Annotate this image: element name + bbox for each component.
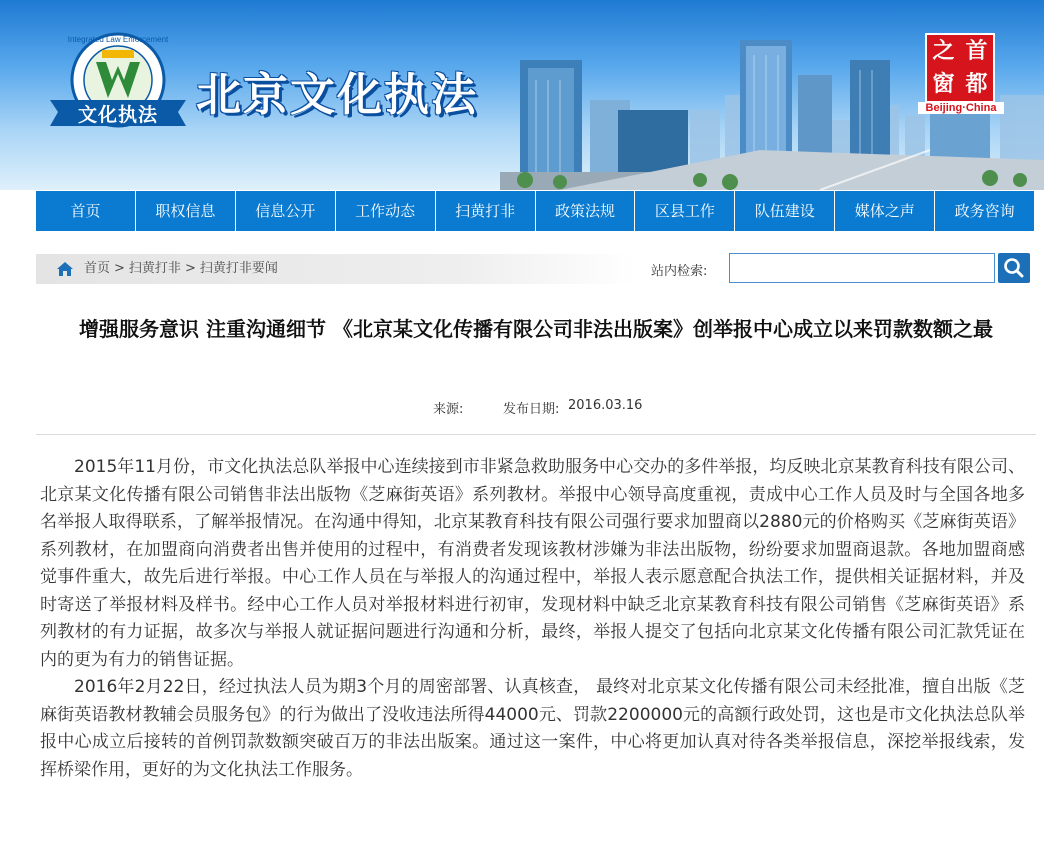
logo-ribbon-text: 文化执法 <box>77 104 158 126</box>
city-skyline-illustration <box>0 0 1044 190</box>
nav-item-team[interactable]: 队伍建设 <box>735 191 835 231</box>
nav-item-districts[interactable]: 区县工作 <box>635 191 735 231</box>
search-button[interactable] <box>998 253 1030 283</box>
breadcrumb-home[interactable]: 首页 <box>84 261 111 276</box>
header-banner <box>0 0 1044 190</box>
nav-item-consulting[interactable]: 政务咨询 <box>954 202 1015 220</box>
nav-item-anti-pornography[interactable]: 扫黄打非 <box>436 191 536 231</box>
breadcrumb-news[interactable]: 扫黄打非要闻 <box>199 261 278 276</box>
search-label: 站内检索: <box>651 264 708 279</box>
nav-item-authority-info[interactable]: 职权信息 <box>136 191 236 231</box>
site-title: 北京文化执法 <box>196 68 479 121</box>
search-icon <box>998 253 1030 283</box>
nav-item-policies[interactable]: 政策法规 <box>536 191 636 231</box>
badge-char: 都 <box>965 71 988 97</box>
source-label: 来源: <box>433 402 464 417</box>
divider <box>36 434 1036 435</box>
breadcrumb-separator: > <box>114 261 125 276</box>
capital-badge-caption: Beijing·China <box>918 102 1004 114</box>
publish-date-label: 发布日期: <box>503 402 560 417</box>
article-title: 增强服务意识 注重沟通细节 《北京某文化传播有限公司非法出版案》创举报中心成立以来罚款数额之最 <box>79 317 993 341</box>
article-paragraph: 2016年2月22日，经过执法人员为期3个月的周密部署、认真核查， 最终对北京某文化传播有限公司未经批准，擅自出版《芝麻街英语教材教辅会员服务包》的行为做出了没收违法所得44000元、罚款2200000元的高额行政处罚，这也是市文化执法总队举报中心成立后接转的首例罚款数额突破百万的非法出版案。通过这一案件，中心将更加认真对待各类举报信息，深挖举报线索，发挥桥梁作用，更好的为文化执法工作服务。 <box>40 677 1025 780</box>
badge-char: 之 <box>932 38 955 64</box>
main-nav <box>36 191 1034 231</box>
svg-text:Integrated Law Enforcement: Integrated Law Enforcement <box>67 35 169 44</box>
search-input[interactable] <box>729 253 995 283</box>
capital-window-badge <box>925 33 995 103</box>
breadcrumb <box>36 254 636 284</box>
article-paragraph: 2015年11月份，市文化执法总队举报中心连续接到市非紧急救助服务中心交办的多件举报，均反映北京某教育科技有限公司、北京某文化传播有限公司销售非法出版物《芝麻街英语》系列教材。举报中心领导高度重视，责成中心工作人员及时与全国各地多名举报人取得联系，了解举报情况。在沟通中得知，北京某教育科技有限公司强行要求加盟商以2880元的价格购买《芝麻街英语》系列教材，在加盟商向消费者出售并使用的过程中，有消费者发现该教材涉嫌为非法出版物，纷纷要求加盟商退款。各地加盟商感觉事件重大，故先后进行举报。中心工作人员在与举报人的沟通过程中，举报人表示愿意配合执法工作，提供相关证据材料，并及时寄送了举报材料及样书。经中心工作人员对举报材料进行初审，发现材料中缺乏北京某教育科技有限公司销售《芝麻街英语》系列教材的有力证据，故多次与举报人就证据问题进行沟通和分析，最终，举报人提交了包括向北京某文化传播有限公司汇款凭证在内的更为有力的销售证据。 <box>40 457 1025 670</box>
badge-char: 首 <box>965 38 988 64</box>
publish-date: 2016.03.16 <box>568 398 643 413</box>
nav-item-media[interactable]: 媒体之声 <box>835 191 935 231</box>
breadcrumb-anti-pornography[interactable]: 扫黄打非 <box>128 261 181 276</box>
nav-item-info-disclosure[interactable]: 信息公开 <box>236 191 336 231</box>
article-body <box>40 454 1025 784</box>
nav-item-home[interactable]: 首页 <box>36 191 136 231</box>
nav-item-work-news[interactable]: 工作动态 <box>336 191 436 231</box>
badge-char: 窗 <box>932 71 955 97</box>
home-icon[interactable] <box>56 261 74 277</box>
breadcrumb-separator: > <box>184 261 196 276</box>
